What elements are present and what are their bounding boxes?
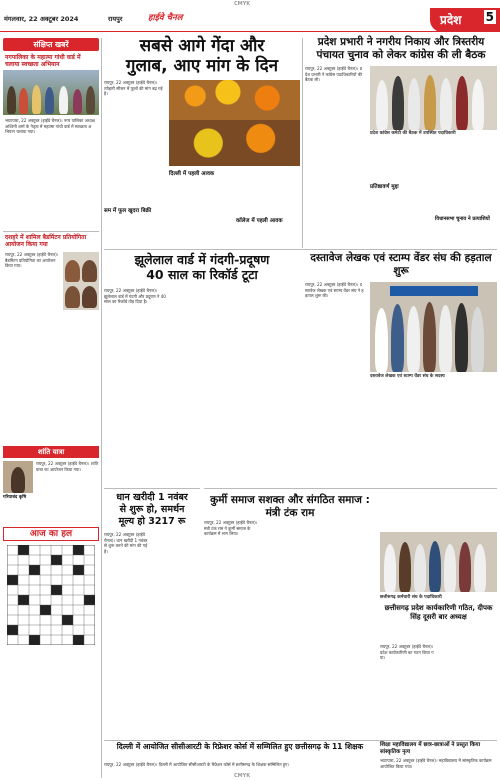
strike-photo-caption: दस्तावेज लेखक एवं स्टाम्प वेंडर संघ के सदस्य: [370, 374, 445, 379]
brief-item1-headline: नगपालिका के महात्मा गांधी वार्ड में चलाया स्वच्छता अभियान: [5, 54, 81, 68]
brand-name: हाईवे चैनल: [148, 13, 183, 23]
strike-headline: दस्तावेज लेखक एवं स्टाम्प वेंडर संघ की हड़ताल शुरू: [310, 252, 492, 277]
shanti-yatra-lead: रायपुर, 22 अक्टूबर (हाईवे चैनल)। शांति यात्रा का आयोजन किया गया।: [36, 461, 99, 472]
page-number: 5: [485, 10, 494, 24]
brand-logo: [148, 12, 182, 23]
print-mark-bottom: CMYK: [234, 773, 251, 779]
flower-body-col3: [236, 169, 300, 246]
campus-story: [380, 742, 497, 778]
delhi-headline: दिल्ली में आयोजित सीसीआरटी के रिफ्रेशर कोर्स में सम्मिलित हुए छत्तीसगढ़ के 11 शिक्षक: [116, 742, 364, 751]
shanti-yatra-box: [3, 446, 99, 521]
pradesh-headline: प्रदेश प्रभारी ने नगरीय निकाय और त्रिस्तरीय पंचायत चुनाव को लेकर कांग्रेस की ली बैठक: [316, 36, 486, 61]
kurmi-col1: [204, 520, 258, 730]
header-city: रायपुर: [108, 15, 123, 23]
dhan-lead: रायपुर, 22 अक्टूबर (हाईवे चैनल)। धान खरीदी 1 नवंबर से शुरू करने की मांग की गई है।: [104, 532, 148, 554]
flower-sub3: काॅलेज में पहली आवक: [236, 218, 283, 224]
news-brief-title: संक्षिप्त खबरें: [3, 38, 99, 51]
kurmi-lead: रायपुर, 22 अक्टूबर (हाईवे चैनल)। मंत्री टंक राम ने कुर्मी समाज के कार्यक्रम में भाग लिया।: [204, 520, 258, 537]
shanti-yatra-caption: गरियाबंद कृषि: [3, 495, 27, 500]
campus-lead: भाटापारा, 22 अक्टूबर (हाईवे चैनल)। महाविद्यालय में सांस्कृतिक कार्यक्रम आयोजित किया गया।: [380, 758, 492, 769]
dhan-col2: [154, 532, 200, 732]
flower-sub2: सम में फूल खुदरा बिक्री: [104, 208, 152, 214]
puzzle-box: [3, 527, 99, 647]
karyakarini-lead: रायपुर, 22 अक्टूबर (हाईवे चैनल)। प्रदेश कार्यकारिणी का गठन किया गया।: [380, 644, 434, 661]
flower-story: [104, 36, 300, 246]
campus-body: [380, 758, 497, 778]
dhan-headline-2: से शुरू हो, समर्थन: [119, 504, 185, 515]
pradesh-lead: रायपुर, 22 अक्टूबर (हाईवे चैनल)। प्रदेश प्रभारी ने कांग्रेस पदाधिकारियों की बैठक ली।: [305, 66, 363, 83]
flower-sub1: दिल्ली में पहली आवक: [169, 171, 215, 177]
jhulelal-headline-2: 40 साल का रिकॉर्ड टूटा: [146, 267, 258, 282]
jhulelal-headline-1: झूलेलाल वार्ड में गंदगी-प्रदूषण: [134, 252, 270, 267]
flower-photo: [169, 80, 300, 166]
shanti-yatra-title: शांति यात्रा: [3, 446, 99, 458]
strike-col2: [370, 382, 432, 522]
print-mark-top: CMYK: [234, 1, 251, 7]
puzzle-title: आज का हल: [3, 527, 99, 541]
pradesh-sub1: प्रतिष्ठावर्ण मुद्दा: [370, 184, 399, 190]
kurmi-col3: [320, 520, 376, 730]
flower-headline-2: गुलाब, आए मांग के दिन: [125, 56, 279, 76]
brief-item1-lead: भाटापारा, 22 अक्टूबर (हाईवे चैनल)। नगर पालिका अध्यक्ष अश्विनी शर्मा के नेतृत्व में महात्मा गांधी वार्ड में स्वच्छता अभियान चलाया गया।: [5, 118, 95, 135]
campus-headline: शिक्षा महाविद्यालय में छात्र-छात्राओं ने प्रस्तुत किया सांस्कृतिक नृत्य: [380, 742, 481, 755]
pradesh-sub2: विधानसभा चुनाव ने प्रत्याशियों: [435, 216, 490, 222]
dhan-story: [104, 488, 200, 738]
pradesh-body-col3: [435, 140, 497, 246]
brief-item2-more: [5, 314, 97, 439]
strike-photo: [370, 282, 497, 372]
kurmi-col2: [262, 520, 316, 730]
flower-body-col1: [104, 80, 166, 246]
jhulelal-col1: [104, 288, 166, 488]
brief-item2-lead: रायपुर, 22 अक्टूबर (हाईवे चैनल)। बैडमिंटन प्रतियोगिता का आयोजन किया गया।: [5, 252, 59, 269]
pradesh-photo-caption: प्रदेश कांग्रेस कमेटी की बैठक में उपस्थित पदाधिकारी: [370, 131, 456, 136]
jhulelal-lead: रायपुर, 22 अक्टूबर (हाईवे चैनल)। झूलेलाल वार्ड में गंदगी और प्रदूषण ने 40 साल का रिकॉर्ड तोड़ दिया है।: [104, 288, 166, 305]
brief-item2-photo: [63, 252, 99, 310]
shanti-yatra-photo: [3, 461, 33, 493]
dhan-headline-1: धान खरीदी 1 नवंबर: [116, 492, 188, 503]
dhan-headline-3: मूल्य हो 3217 रू: [118, 516, 186, 527]
strike-lead: रायपुर, 22 अक्टूबर (हाईवे चैनल)। दस्तावेज लेखक एवं स्टाम्प वेंडर संघ ने हड़ताल शुरू की।: [305, 282, 364, 299]
karyakarini-photo: [380, 532, 497, 592]
flower-lead: रायपुर, 22 अक्टूबर (हाईवे चैनल)। त्योहारी सीजन में फूलों की मांग बढ़ गई है।: [104, 80, 163, 97]
brief-item2-headline: दशहरे में शामिल बैडमिंटन प्रतियोगिता आयोजन किया गया: [5, 234, 87, 248]
crossword-grid: [7, 545, 95, 645]
jhulelal-col2: [169, 288, 231, 488]
kurmi-headline: कुर्मी समाज सशक्त और संगठित समाज : मंत्री टंक राम: [210, 494, 370, 519]
section-tab: [430, 8, 500, 32]
flower-body-col2: [169, 177, 233, 246]
flower-headline-1: सबसे आगे गेंदा और: [139, 36, 265, 56]
karyakarini-photo-caption: छत्तीसगढ़ कर्मचारी संघ के पदाधिकारी: [380, 595, 442, 600]
pradesh-body-col1: [305, 66, 367, 246]
page-header: [0, 8, 500, 32]
brief-item2-body: [5, 252, 61, 312]
strike-col3: [435, 382, 497, 522]
pradesh-story: [305, 36, 497, 246]
brief-item1-photo: [3, 70, 99, 115]
karyakarini-headline: छत्तीसगढ़ प्रदेश कार्यकारिणी गठित, दीपक सिंह दूसरी बार अध्यक्ष: [384, 604, 493, 621]
news-brief-box: [3, 38, 99, 443]
pradesh-body-col2: [370, 140, 432, 246]
delhi-lead: रायपुर, 22 अक्टूबर (हाईवे चैनल)। दिल्ली में आयोजित सीसीआरटी के रिफ्रेशर कोर्स में छत्तीसगढ़ के शिक्षक सम्मिलित हुए।: [104, 762, 290, 767]
section-title: प्रदेश: [440, 13, 462, 27]
strike-col1: [305, 282, 367, 522]
kurmi-story: [204, 488, 376, 738]
dhan-col1: [104, 532, 150, 732]
pradesh-photo: [370, 66, 497, 130]
header-date: मंगलवार, 22 अक्टूबर 2024: [4, 15, 79, 23]
karyakarini-story: [380, 532, 497, 737]
karyakarini-col2: [440, 644, 497, 736]
shanti-yatra-body: [36, 461, 99, 519]
karyakarini-col1: [380, 644, 436, 736]
jhulelal-col3: [236, 288, 300, 488]
brief-item1-body: [5, 118, 97, 228]
